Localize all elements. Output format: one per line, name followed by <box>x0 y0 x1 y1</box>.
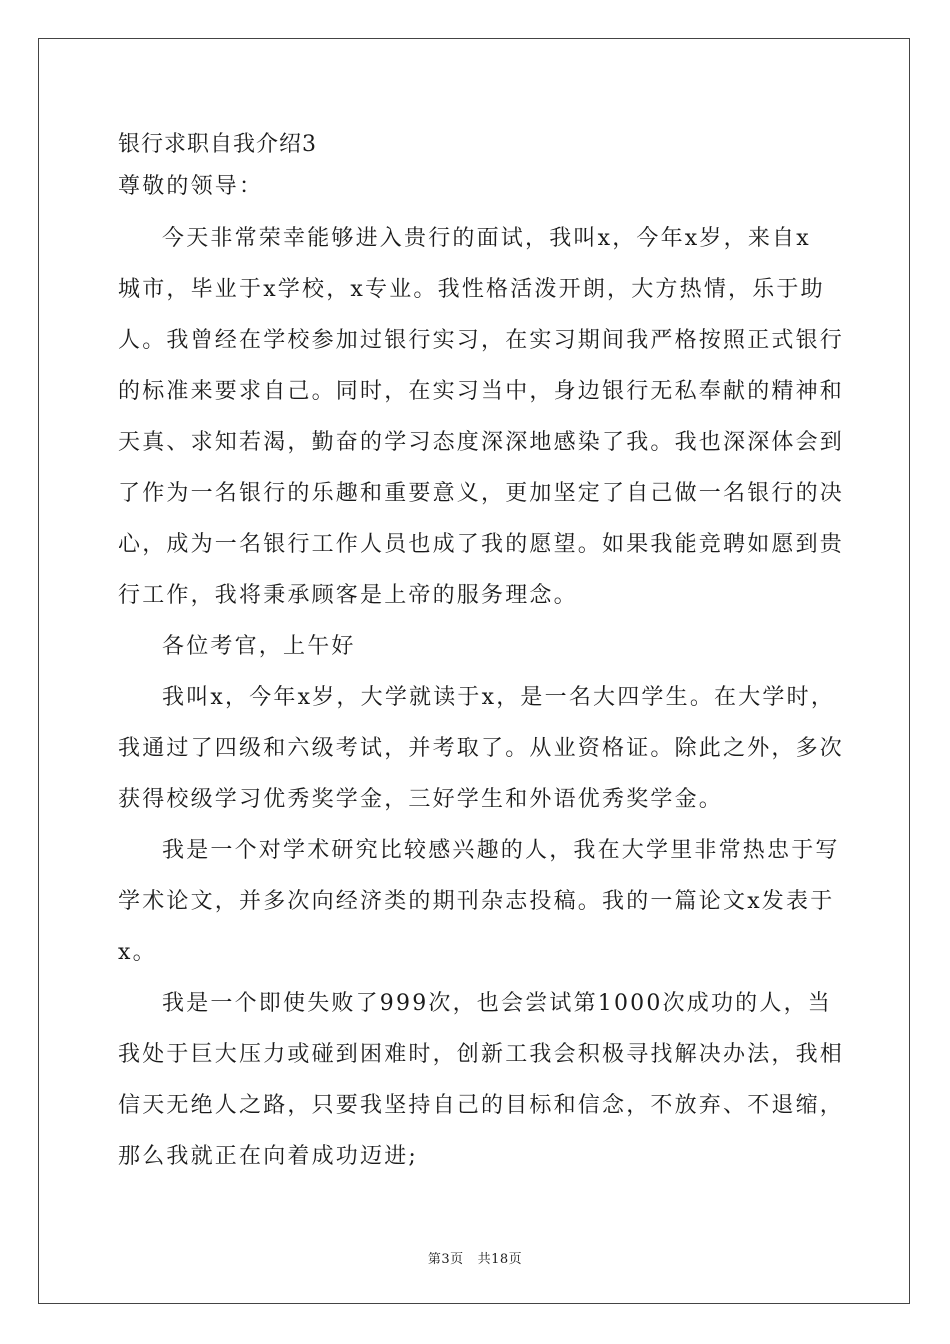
salutation: 尊敬的领导： <box>118 174 264 199</box>
paragraph-line: 城市，毕业于x学校，x专业。我性格活泼开朗，大方热情，乐于助 <box>118 277 825 302</box>
paragraph-4 <box>118 834 848 969</box>
paragraph-line: 天真、求知若渴，勤奋的学习态度深深地感染了我。我也深深体会到 <box>118 430 845 455</box>
document-body <box>118 128 848 1191</box>
paragraph-line: 学术论文，并多次向经济类的期刊杂志投稿。我的一篇论文x发表于 <box>118 889 835 914</box>
paragraph-line: x。 <box>118 940 157 965</box>
paragraph-line: 我处于巨大压力或碰到困难时，创新工我会积极寻找解决办法，我相 <box>118 1042 845 1067</box>
paragraph-3 <box>118 681 848 816</box>
paragraph-line: 那么我就正在向着成功迈进; <box>118 1144 419 1169</box>
paragraph-line: 各位考官，上午好 <box>162 634 356 659</box>
paragraph-line: 了作为一名银行的乐趣和重要意义，更加坚定了自己做一名银行的决 <box>118 481 845 506</box>
paragraph-line: 我叫x，今年x岁，大学就读于x，是一名大四学生。在大学时， <box>162 685 836 710</box>
paragraph-line: 获得校级学习优秀奖学金，三好学生和外语优秀奖学金。 <box>118 787 724 812</box>
paragraph-line: 人。我曾经在学校参加过银行实习，在实习期间我严格按照正式银行 <box>118 328 845 353</box>
paragraph-2 <box>118 630 848 663</box>
paragraph-line: 我是一个即使失败了999次，也会尝试第1000次成功的人，当 <box>162 991 832 1016</box>
paragraph-line: 行工作，我将秉承顾客是上帝的服务理念。 <box>118 583 578 608</box>
paragraph-line: 今天非常荣幸能够进入贵行的面试，我叫x，今年x岁，来自x <box>162 226 811 251</box>
paragraph-line: 心，成为一名银行工作人员也成了我的愿望。如果我能竞聘如愿到贵 <box>118 532 845 557</box>
page-footer <box>0 1248 950 1267</box>
paragraph-line: 我通过了四级和六级考试，并考取了。从业资格证。除此之外，多次 <box>118 736 845 761</box>
document-title: 银行求职自我介绍3 <box>118 132 317 157</box>
paragraph-1 <box>118 222 848 612</box>
page-number: 第3页 <box>427 1252 464 1267</box>
paragraph-line: 我是一个对学术研究比较感兴趣的人，我在大学里非常热忠于写 <box>162 838 840 863</box>
paragraph-5 <box>118 987 848 1173</box>
paragraph-line: 的标准来要求自己。同时，在实习当中，身边银行无私奉献的精神和 <box>118 379 845 404</box>
page-total: 共18页 <box>477 1252 523 1267</box>
paragraph-line: 信天无绝人之路，只要我坚持自己的目标和信念，不放弃、不退缩， <box>118 1093 845 1118</box>
